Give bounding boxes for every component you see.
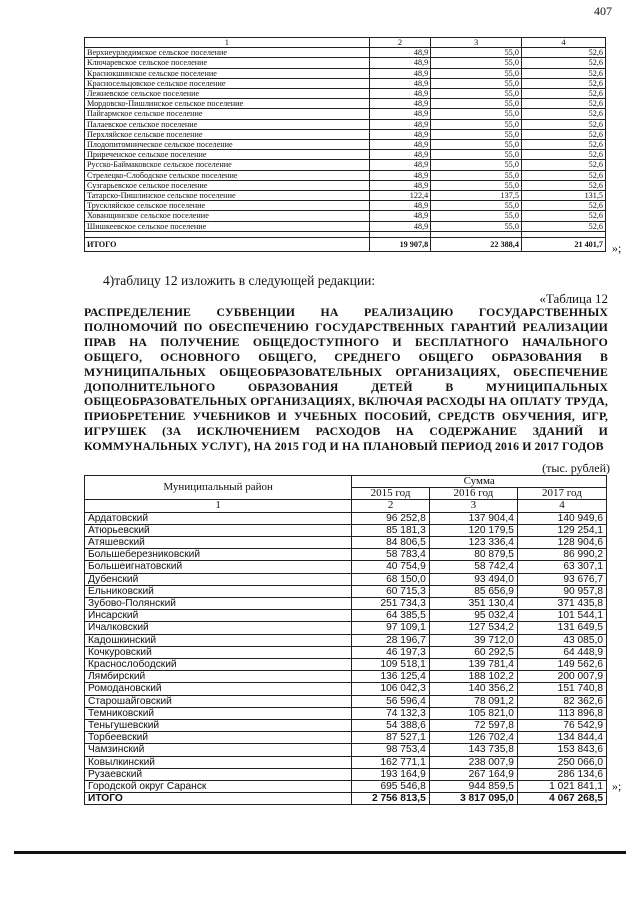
table-row	[85, 221, 606, 231]
value-cell: 286 134,6	[517, 768, 606, 780]
value-cell: 139 781,4	[429, 659, 517, 671]
value-cell: 55,0	[431, 48, 522, 58]
row-label: Торбеевский	[85, 732, 352, 744]
value-cell: 97 109,1	[352, 622, 429, 634]
value-cell: 123 336,4	[429, 537, 517, 549]
value-cell: 101 544,1	[517, 610, 606, 622]
row-label: Краснослободский	[85, 659, 352, 671]
value-cell: 944 859,5	[429, 781, 517, 793]
units-label: (тыс. рублей)	[542, 461, 610, 475]
index-cell: 3	[429, 500, 517, 512]
row-label: Приреченское сельское поселение	[85, 150, 370, 160]
value-cell: 151 740,8	[517, 683, 606, 695]
table-row	[85, 68, 606, 78]
value-cell: 28 196,7	[352, 634, 429, 646]
table-row	[85, 58, 606, 68]
value-cell: 48,9	[369, 221, 430, 231]
value-cell: 93 676,7	[517, 573, 606, 585]
table-row	[85, 671, 607, 683]
row-label: Кочкуровский	[85, 646, 352, 658]
value-cell: 48,9	[369, 48, 430, 58]
value-cell: 55,0	[431, 140, 522, 150]
value-cell: 153 843,6	[517, 744, 606, 756]
table-row	[85, 573, 607, 585]
table-row	[85, 48, 606, 58]
value-cell: 52,6	[521, 221, 605, 231]
value-cell: 55,0	[431, 170, 522, 180]
value-cell: 55,0	[431, 211, 522, 221]
row-label: Большеберезниковский	[85, 549, 352, 561]
value-cell: 162 771,1	[352, 756, 429, 768]
table-row	[85, 201, 606, 211]
row-label: Ельниковский	[85, 585, 352, 597]
value-cell: 193 164,9	[352, 768, 429, 780]
value-cell: 52,6	[521, 89, 605, 99]
value-cell: 137,5	[431, 191, 522, 201]
value-cell: 55,0	[431, 58, 522, 68]
value-cell: 64 385,5	[352, 610, 429, 622]
table-heading: РАСПРЕДЕЛЕНИЕ СУБВЕНЦИИ НА РЕАЛИЗАЦИЮ ГОСУДАРСТВЕННЫХ ПОЛНОМОЧИЙ ПО ОБЕСПЕЧЕНИЮ ГОСУДАРСТВЕННЫХ ГАРАНТИЙ РЕАЛИЗАЦИИ ПРАВ НА ПОЛУЧЕНИЕ ОБЩЕДОСТУПНОГО И БЕСПЛАТНОГО НАЧАЛЬНОГО ОБЩЕГО, ОСНОВНОГО ОБЩЕГО, СРЕДНЕГО ОБЩЕГО ОБРАЗОВАНИЯ В МУНИЦИПАЛЬНЫХ ОБЩЕОБРАЗОВАТЕЛЬНЫХ ОРГАНИЗАЦИЯХ, ОБЕСПЕЧЕНИЕ ДОПОЛНИТЕЛЬНОГО ОБРАЗОВАНИЯ ДЕТЕЙ В МУНИЦИПАЛЬНЫХ ОБЩЕОБРАЗОВАТЕЛЬНЫХ ОРГАНИЗАЦИЯХ, ВКЛЮЧАЯ РАСХОДЫ НА ОПЛАТУ ТРУДА, ПРИОБРЕТЕНИЕ УЧЕБНИКОВ И УЧЕБНЫХ ПОСОБИЙ, СРЕДСТВ ОБУЧЕНИЯ, ИГР, ИГРУШЕК (ЗА ИСКЛЮЧЕНИЕМ РАСХОДОВ НА СОДЕРЖАНИЕ ЗДАНИЙ И КОММУНАЛЬНЫХ УСЛУГ), НА 2015 ГОД И НА ПЛАНОВЫЙ ПЕРИОД 2016 И 2017 ГОДОВ	[84, 305, 608, 454]
value-cell: 105 821,0	[429, 707, 517, 719]
value-cell: 48,9	[369, 109, 430, 119]
row-label: Темниковский	[85, 707, 352, 719]
column-index-cell: 1	[85, 38, 370, 48]
value-cell: 55,0	[431, 160, 522, 170]
row-label: Татарско-Пишлинское сельское поселение	[85, 191, 370, 201]
row-label: Стрелецко-Слободское сельское поселение	[85, 170, 370, 180]
row-label: Палаевское сельское поселение	[85, 119, 370, 129]
value-cell: 695 546,8	[352, 781, 429, 793]
value-cell: 52,6	[521, 180, 605, 190]
row-label: ИТОГО	[85, 793, 352, 805]
row-label: Лямбирский	[85, 671, 352, 683]
value-cell: 48,9	[369, 211, 430, 221]
value-cell: 60 715,3	[352, 585, 429, 597]
table-row	[85, 140, 606, 150]
value-cell: 1 021 841,1	[517, 781, 606, 793]
table-row	[85, 537, 607, 549]
value-cell: 56 596,4	[352, 695, 429, 707]
value-cell: 134 844,4	[517, 732, 606, 744]
table-row	[85, 180, 606, 190]
value-cell: 131,5	[521, 191, 605, 201]
table-row	[85, 781, 607, 793]
row-label: Ключаревское сельское поселение	[85, 58, 370, 68]
value-cell: 58 783,4	[352, 549, 429, 561]
row-label: Сузгарьевское сельское поселение	[85, 180, 370, 190]
value-cell: 48,9	[369, 150, 430, 160]
row-label: Хованщинское сельское поселение	[85, 211, 370, 221]
value-cell: 55,0	[431, 201, 522, 211]
value-cell: 4 067 268,5	[517, 793, 606, 805]
table-row	[85, 89, 606, 99]
table-row	[85, 109, 606, 119]
value-cell: 55,0	[431, 68, 522, 78]
value-cell: 52,6	[521, 140, 605, 150]
value-cell: 48,9	[369, 180, 430, 190]
value-cell: 52,6	[521, 58, 605, 68]
value-cell: 55,0	[431, 129, 522, 139]
row-label: Кадошкинский	[85, 634, 352, 646]
value-cell: 48,9	[369, 170, 430, 180]
value-cell: 149 562,6	[517, 659, 606, 671]
index-cell: 4	[517, 500, 606, 512]
table-row	[85, 744, 607, 756]
table-settlements	[84, 37, 606, 252]
value-cell: 131 649,5	[517, 622, 606, 634]
table-row	[85, 768, 607, 780]
value-cell: 84 806,5	[352, 537, 429, 549]
value-cell: 250 066,0	[517, 756, 606, 768]
row-label: Большеигнатовский	[85, 561, 352, 573]
table-row	[85, 732, 607, 744]
value-cell: 55,0	[431, 221, 522, 231]
value-cell: 2 756 813,5	[352, 793, 429, 805]
row-label: Ромодановский	[85, 683, 352, 695]
value-cell: 48,9	[369, 119, 430, 129]
value-cell: 48,9	[369, 58, 430, 68]
table-row	[85, 659, 607, 671]
table-row	[85, 585, 607, 597]
table-row	[85, 634, 607, 646]
row-label: Дубенский	[85, 573, 352, 585]
index-cell: 1	[85, 500, 352, 512]
total-row	[85, 793, 607, 805]
value-cell: 371 435,8	[517, 598, 606, 610]
value-cell: 60 292,5	[429, 646, 517, 658]
value-cell: 80 879,5	[429, 549, 517, 561]
table-row	[85, 622, 607, 634]
value-cell: 52,6	[521, 109, 605, 119]
value-cell: 22 388,4	[431, 237, 522, 251]
value-cell: 40 754,9	[352, 561, 429, 573]
value-cell: 52,6	[521, 170, 605, 180]
value-cell: 55,0	[431, 180, 522, 190]
row-label: Инсарский	[85, 610, 352, 622]
row-label: Перхляйское сельское поселение	[85, 129, 370, 139]
table-row	[85, 119, 606, 129]
value-cell: 55,0	[431, 109, 522, 119]
value-cell: 43 085,0	[517, 634, 606, 646]
value-cell: 48,9	[369, 99, 430, 109]
table-row	[85, 549, 607, 561]
value-cell: 48,9	[369, 68, 430, 78]
row-label: Зубово-Полянский	[85, 598, 352, 610]
value-cell: 55,0	[431, 150, 522, 160]
index-cell: 2	[352, 500, 429, 512]
row-label: Ичалковский	[85, 622, 352, 634]
value-cell: 52,6	[521, 160, 605, 170]
value-cell: 96 252,8	[352, 512, 429, 524]
value-cell: 85 656,9	[429, 585, 517, 597]
value-cell: 48,9	[369, 78, 430, 88]
value-cell: 351 130,4	[429, 598, 517, 610]
row-label: Ковылкинский	[85, 756, 352, 768]
row-label: Шишкеевское сельское поселение	[85, 221, 370, 231]
column-index-cell: 3	[431, 38, 522, 48]
value-cell: 127 534,2	[429, 622, 517, 634]
table-row	[85, 191, 606, 201]
table-row	[85, 695, 607, 707]
row-label: Трускляйское сельское поселение	[85, 201, 370, 211]
col-header-district: Муниципальный район	[85, 476, 352, 500]
row-label: Городской округ Саранск	[85, 781, 352, 793]
value-cell: 48,9	[369, 160, 430, 170]
value-cell: 86 990,2	[517, 549, 606, 561]
row-label: Теньгушевский	[85, 720, 352, 732]
value-cell: 55,0	[431, 119, 522, 129]
value-cell: 58 742,4	[429, 561, 517, 573]
value-cell: 90 957,8	[517, 585, 606, 597]
row-label: Красносельцовское сельское поселение	[85, 78, 370, 88]
value-cell: 3 817 095,0	[429, 793, 517, 805]
table-row	[85, 524, 607, 536]
column-index-cell: 4	[521, 38, 605, 48]
table-subvention-distribution	[84, 475, 607, 805]
value-cell: 78 091,2	[429, 695, 517, 707]
value-cell: 52,6	[521, 99, 605, 109]
row-label: Плодопитомническое сельское поселение	[85, 140, 370, 150]
value-cell: 98 753,4	[352, 744, 429, 756]
value-cell: 52,6	[521, 150, 605, 160]
table-row	[85, 129, 606, 139]
value-cell: 140 356,2	[429, 683, 517, 695]
value-cell: 64 448,9	[517, 646, 606, 658]
table-row	[85, 720, 607, 732]
value-cell: 129 254,1	[517, 524, 606, 536]
value-cell: 72 597,8	[429, 720, 517, 732]
table-row	[85, 598, 607, 610]
value-cell: 106 042,3	[352, 683, 429, 695]
value-cell: 52,6	[521, 68, 605, 78]
table-row	[85, 646, 607, 658]
table-row	[85, 707, 607, 719]
col-header-year-2015: 2015 год	[352, 488, 429, 500]
row-label: Краснокшинское сельское поселение	[85, 68, 370, 78]
table-row	[85, 756, 607, 768]
value-cell: 55,0	[431, 99, 522, 109]
row-label: Ардатовский	[85, 512, 352, 524]
value-cell: 63 307,1	[517, 561, 606, 573]
value-cell: 95 032,4	[429, 610, 517, 622]
table-row	[85, 78, 606, 88]
value-cell: 52,6	[521, 119, 605, 129]
row-label: Верхнеурледимское сельское поселение	[85, 48, 370, 58]
column-index-cell: 2	[369, 38, 430, 48]
value-cell: 48,9	[369, 89, 430, 99]
row-label: Пайгармское сельское поселение	[85, 109, 370, 119]
table-row	[85, 150, 606, 160]
value-cell: 46 197,3	[352, 646, 429, 658]
bottom-divider	[14, 851, 626, 854]
value-cell: 143 735,8	[429, 744, 517, 756]
value-cell: 251 734,3	[352, 598, 429, 610]
table-row	[85, 160, 606, 170]
value-cell: 122,4	[369, 191, 430, 201]
value-cell: 68 150,0	[352, 573, 429, 585]
row-label: Атяшевский	[85, 537, 352, 549]
table-row	[85, 211, 606, 221]
row-label: Рузаевский	[85, 768, 352, 780]
table-row	[85, 610, 607, 622]
value-cell: 126 702,4	[429, 732, 517, 744]
value-cell: 267 164,9	[429, 768, 517, 780]
value-cell: 74 132,3	[352, 707, 429, 719]
value-cell: 76 542,9	[517, 720, 606, 732]
value-cell: 48,9	[369, 201, 430, 211]
value-cell: 21 401,7	[521, 237, 605, 251]
value-cell: 52,6	[521, 201, 605, 211]
value-cell: 120 179,5	[429, 524, 517, 536]
table-row	[85, 99, 606, 109]
value-cell: 87 527,1	[352, 732, 429, 744]
value-cell: 48,9	[369, 140, 430, 150]
col-header-year-2016: 2016 год	[429, 488, 517, 500]
value-cell: 85 181,3	[352, 524, 429, 536]
col-header-year-2017: 2017 год	[517, 488, 606, 500]
value-cell: 55,0	[431, 89, 522, 99]
row-label: Мордовско-Пишлинское сельское поселение	[85, 99, 370, 109]
value-cell: 54 388,6	[352, 720, 429, 732]
value-cell: 109 518,1	[352, 659, 429, 671]
value-cell: 93 494,0	[429, 573, 517, 585]
table1-closing-quote: »;	[612, 241, 622, 255]
row-label: Атюрьевский	[85, 524, 352, 536]
value-cell: 19 907,8	[369, 237, 430, 251]
row-label: Старошайговский	[85, 695, 352, 707]
value-cell: 52,6	[521, 211, 605, 221]
value-cell: 137 904,4	[429, 512, 517, 524]
value-cell: 200 007,9	[517, 671, 606, 683]
table-header-row	[85, 38, 606, 48]
value-cell: 52,6	[521, 48, 605, 58]
value-cell: 128 904,6	[517, 537, 606, 549]
table-row	[85, 512, 607, 524]
value-cell: 136 125,4	[352, 671, 429, 683]
value-cell: 113 896,8	[517, 707, 606, 719]
value-cell: 39 712,0	[429, 634, 517, 646]
value-cell: 188 102,2	[429, 671, 517, 683]
row-label: Чамзинский	[85, 744, 352, 756]
item-4-instruction: 4)таблицу 12 изложить в следующей редакции:	[103, 273, 376, 288]
table-row	[85, 683, 607, 695]
row-label: Лежневское сельское поселение	[85, 89, 370, 99]
table-number-label: «Таблица 12	[539, 291, 608, 306]
value-cell: 52,6	[521, 78, 605, 88]
value-cell: 238 007,9	[429, 756, 517, 768]
value-cell: 48,9	[369, 129, 430, 139]
table2-closing-quote: »;	[612, 779, 622, 793]
table-row	[85, 561, 607, 573]
value-cell: 55,0	[431, 78, 522, 88]
row-label: ИТОГО	[85, 237, 370, 251]
table-row	[85, 170, 606, 180]
page-number: 407	[594, 4, 612, 18]
value-cell: 52,6	[521, 129, 605, 139]
col-header-sum: Сумма	[352, 476, 607, 488]
value-cell: 82 362,6	[517, 695, 606, 707]
value-cell: 140 949,6	[517, 512, 606, 524]
total-row	[85, 237, 606, 251]
row-label: Русско-Баймаковское сельское поселение	[85, 160, 370, 170]
